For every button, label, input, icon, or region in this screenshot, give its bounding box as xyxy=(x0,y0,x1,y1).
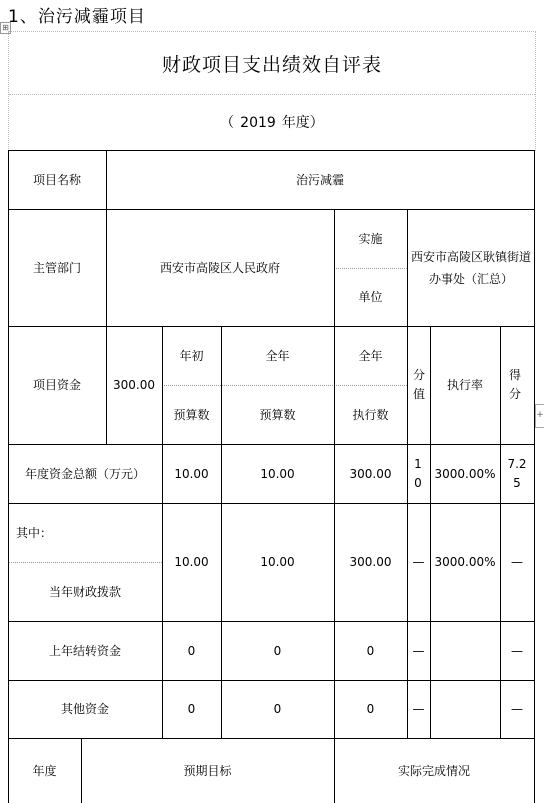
table-anchor-icon[interactable]: ⊞ xyxy=(0,22,11,34)
row-carry-score: — xyxy=(511,643,523,658)
year-value: 2019 xyxy=(240,115,276,131)
form-title-area xyxy=(8,31,536,151)
row-carry-exec: 0 xyxy=(366,643,375,658)
year-open-bracket: （ xyxy=(220,115,235,131)
dept-label: 主管部门 xyxy=(32,260,81,275)
row-current-label: 当年财政拨款 xyxy=(48,584,121,599)
row-carry-annual: 0 xyxy=(273,643,282,658)
fund-label: 项目资金 xyxy=(32,378,81,392)
section-heading: 1、治污减霾项目 xyxy=(8,7,146,27)
col-initial-top: 年初 xyxy=(179,348,204,363)
row-carry-weight: — xyxy=(412,643,425,658)
row-current-exec: 300.00 xyxy=(349,555,392,569)
row-total-score: 7.25 xyxy=(507,456,527,490)
year-suffix: 年度） xyxy=(281,115,324,131)
goal-actual-label: 实际完成情况 xyxy=(397,763,470,778)
col-exec-top: 全年 xyxy=(358,348,383,363)
row-carry-label: 上年结转资金 xyxy=(48,643,121,658)
add-column-icon[interactable]: + xyxy=(535,404,544,428)
row-carry-rate xyxy=(430,621,500,680)
form-title: 财政项目支出绩效自评表 xyxy=(161,54,382,76)
row-other-annual: 0 xyxy=(273,702,282,716)
col-exec-bottom: 执行数 xyxy=(352,407,389,422)
row-carry-initial: 0 xyxy=(187,643,196,658)
row-current-score: — xyxy=(511,555,523,569)
impl-label-top: 实施 xyxy=(358,231,383,246)
fund-total: 300.00 xyxy=(113,378,155,392)
impl-unit-value: 西安市高陵区耿镇街道办事处（汇总） xyxy=(411,249,532,286)
form-year xyxy=(9,112,535,132)
row-current-rate: 3000.00% xyxy=(434,555,496,569)
row-total-rate: 3000.00% xyxy=(434,466,496,481)
dept-value: 西安市高陵区人民政府 xyxy=(159,260,280,275)
col-initial-bottom: 预算数 xyxy=(173,407,210,422)
row-other-score: — xyxy=(511,702,523,716)
col-rate: 执行率 xyxy=(446,378,483,392)
row-total-annual: 10.00 xyxy=(260,466,295,481)
col-annual-bottom: 预算数 xyxy=(259,407,296,422)
impl-label-bottom: 单位 xyxy=(358,290,383,304)
row-current-annual: 10.00 xyxy=(260,555,295,569)
goal-expected-label: 预期目标 xyxy=(183,763,232,778)
row-current-label-top: 其中： xyxy=(16,525,53,540)
row-total-initial: 10.00 xyxy=(174,466,209,481)
rule-right xyxy=(534,150,535,803)
row-total-label: 年度资金总额（万元） xyxy=(24,466,145,481)
row-other-label: 其他资金 xyxy=(60,702,109,716)
row-other-exec: 0 xyxy=(366,702,375,716)
title-divider xyxy=(9,94,535,95)
row-total-weight: 10 xyxy=(414,456,422,490)
row-other-rate xyxy=(430,680,500,738)
row-other-weight: — xyxy=(412,702,425,716)
row-other-initial: 0 xyxy=(187,702,196,716)
col-annual-top: 全年 xyxy=(265,348,290,363)
col-score: 得分 xyxy=(508,368,521,401)
row-current-weight: — xyxy=(412,555,425,569)
col-weight: 分值 xyxy=(412,368,425,401)
project-name-label: 项目名称 xyxy=(32,172,81,187)
project-name-value: 治污减霾 xyxy=(295,172,344,187)
row-current-initial: 10.00 xyxy=(174,555,209,569)
goal-year-label: 年度 xyxy=(32,763,57,778)
row-total-exec: 300.00 xyxy=(349,466,392,481)
